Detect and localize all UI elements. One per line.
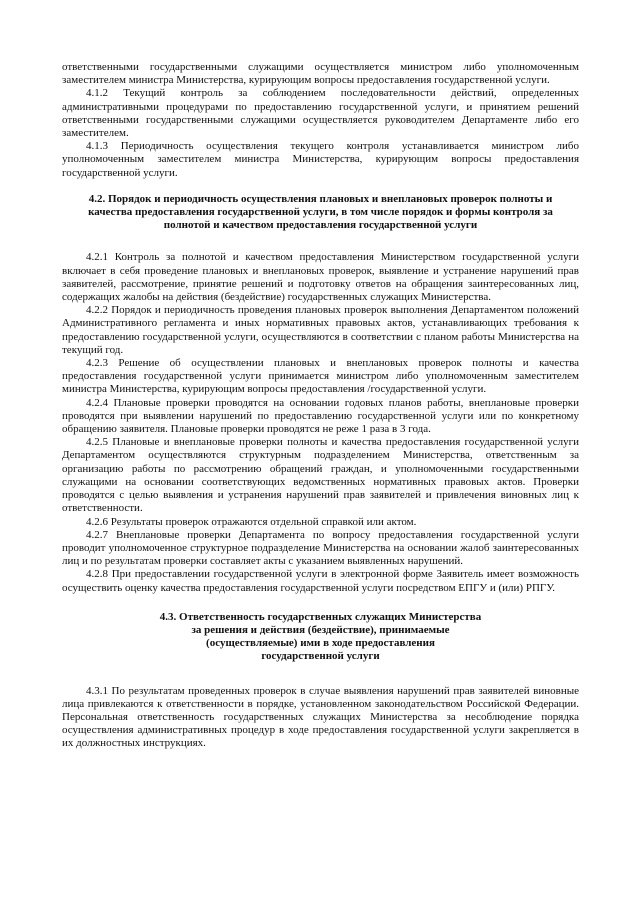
section-4-3-heading-line: за решения и действия (бездействие), принимаемые [191,623,450,636]
section-4-2-heading [62,193,579,233]
section-4-2-heading-line: 4.2. Порядок и периодичность осуществления плановых и внеплановых проверок полноты и [88,192,553,205]
section-4-3-heading-line: 4.3. Ответственность государственных служащих Министерства [159,610,482,623]
paragraph-4-1-3: 4.1.3 Периодичность осуществления текущего контроля устанавливается министром либо уполномоченным заместителем министра Министерства, курирующим вопросы предоставления государственной услуги. [62,140,579,179]
paragraph-4-2-4: 4.2.4 Плановые проверки проводятся на основании годовых планов работы, внеплановые проверки проводятся при выявлении нарушений по предоставлению государственной услуги или по конкретному обращению заявителя. Плановые проверки проводятся не реже 1 раза в 3 года. [62,396,579,436]
section-4-2-heading-line: качества предоставления государственной услуги, в том числе порядок и формы контроля за [88,206,553,219]
paragraph-4-1-2: 4.1.2 Текущий контроль за соблюдением последовательности действий, определенных административными процедурами по предоставлению государственной услуги, и принятием решений ответственными государственными служащими осуществляется руководителем Департаменте либо его заместителем. [62,87,579,140]
paragraph-4-2-3: 4.2.3 Решение об осуществлении плановых и внеплановых проверок полноты и качества предоставления государственной услуги принимается министром либо уполномоченным заместителем министра Министерства, курирующим вопросы предоставления /государственной услуги. [62,357,579,396]
section-4-2-heading-line: полнотой и качеством предоставления государственной услуги [163,219,478,232]
paragraph-4-2-1: 4.2.1 Контроль за полнотой и качеством предоставления Министерством государственной услуги включает в себя проведение плановых и внеплановых проверок, выявление и устранение нарушений прав заявителей, рассмотрение, принятие решений и подготовку ответов на обращения заинтересованных лиц, содержащих жалобы на действия (бездействие) государственных служащих Министерства. [62,251,579,304]
document-page [62,61,579,751]
paragraph-4-3-1: 4.3.1 По результатам проведенных проверок в случае выявления нарушений прав заявителей виновные лица привлекаются к ответственности в порядке, установленном законодательством Российской Федерации. Персональная ответственность государственных служащих Министерства за несоблюдение порядка осуществления административных процедур в ходе предоставления государственной услуги закрепляется в их должностных инструкциях. [62,684,579,750]
paragraph-4-1-1-continued: ответственными государственными служащими осуществляется министром либо уполномоченным заместителем министра Министерства, курирующим вопросы предоставления государственной услуги. [62,61,579,87]
section-4-3-heading [62,611,579,664]
paragraph-4-2-5: 4.2.5 Плановые и внеплановые проверки полноты и качества предоставления государственной услуги Департаментом осуществляются структурным подразделением Министерства, ответственным за организацию работы по рассмотрению обращений граждан, и уполномоченными государственными служащими на основании соответствующих ведомственных нормативных правовых актов. Проверки проводятся с целью выявления и устранения нарушений прав заявителей и привлечения виновных лиц к ответственности. [62,436,579,515]
paragraph-4-2-6: 4.2.6 Результаты проверок отражаются отдельной справкой или актом. [86,515,417,528]
section-4-3-heading-line: государственной услуги [261,650,380,663]
section-4-3-heading-line: (осуществляемые) ими в ходе предоставления [206,637,435,650]
paragraph-4-2-7: 4.2.7 Внеплановые проверки Департамента по вопросу предоставления государственной услуги проводит уполномоченное структурное подразделение Министерства на основании жалоб заинтересованных лиц и по результатам проверки составляет акты с указанием выявленных нарушений. [62,528,579,568]
paragraph-4-2-8: 4.2.8 При предоставлении государственной услуги в электронной форме Заявитель имеет возможность осуществить оценку качества предоставления государственной услуги посредством ЕПГУ и (или) РПГУ. [62,568,579,594]
paragraph-4-2-2: 4.2.2 Порядок и периодичность проведения плановых проверок выполнения Департаментом положений Административного регламента и иных нормативных правовых актов, устанавливающих требования к предоставлению государственной услуги, осуществляются в соответствии с планом работы Министерства на текущий год. [62,304,579,356]
